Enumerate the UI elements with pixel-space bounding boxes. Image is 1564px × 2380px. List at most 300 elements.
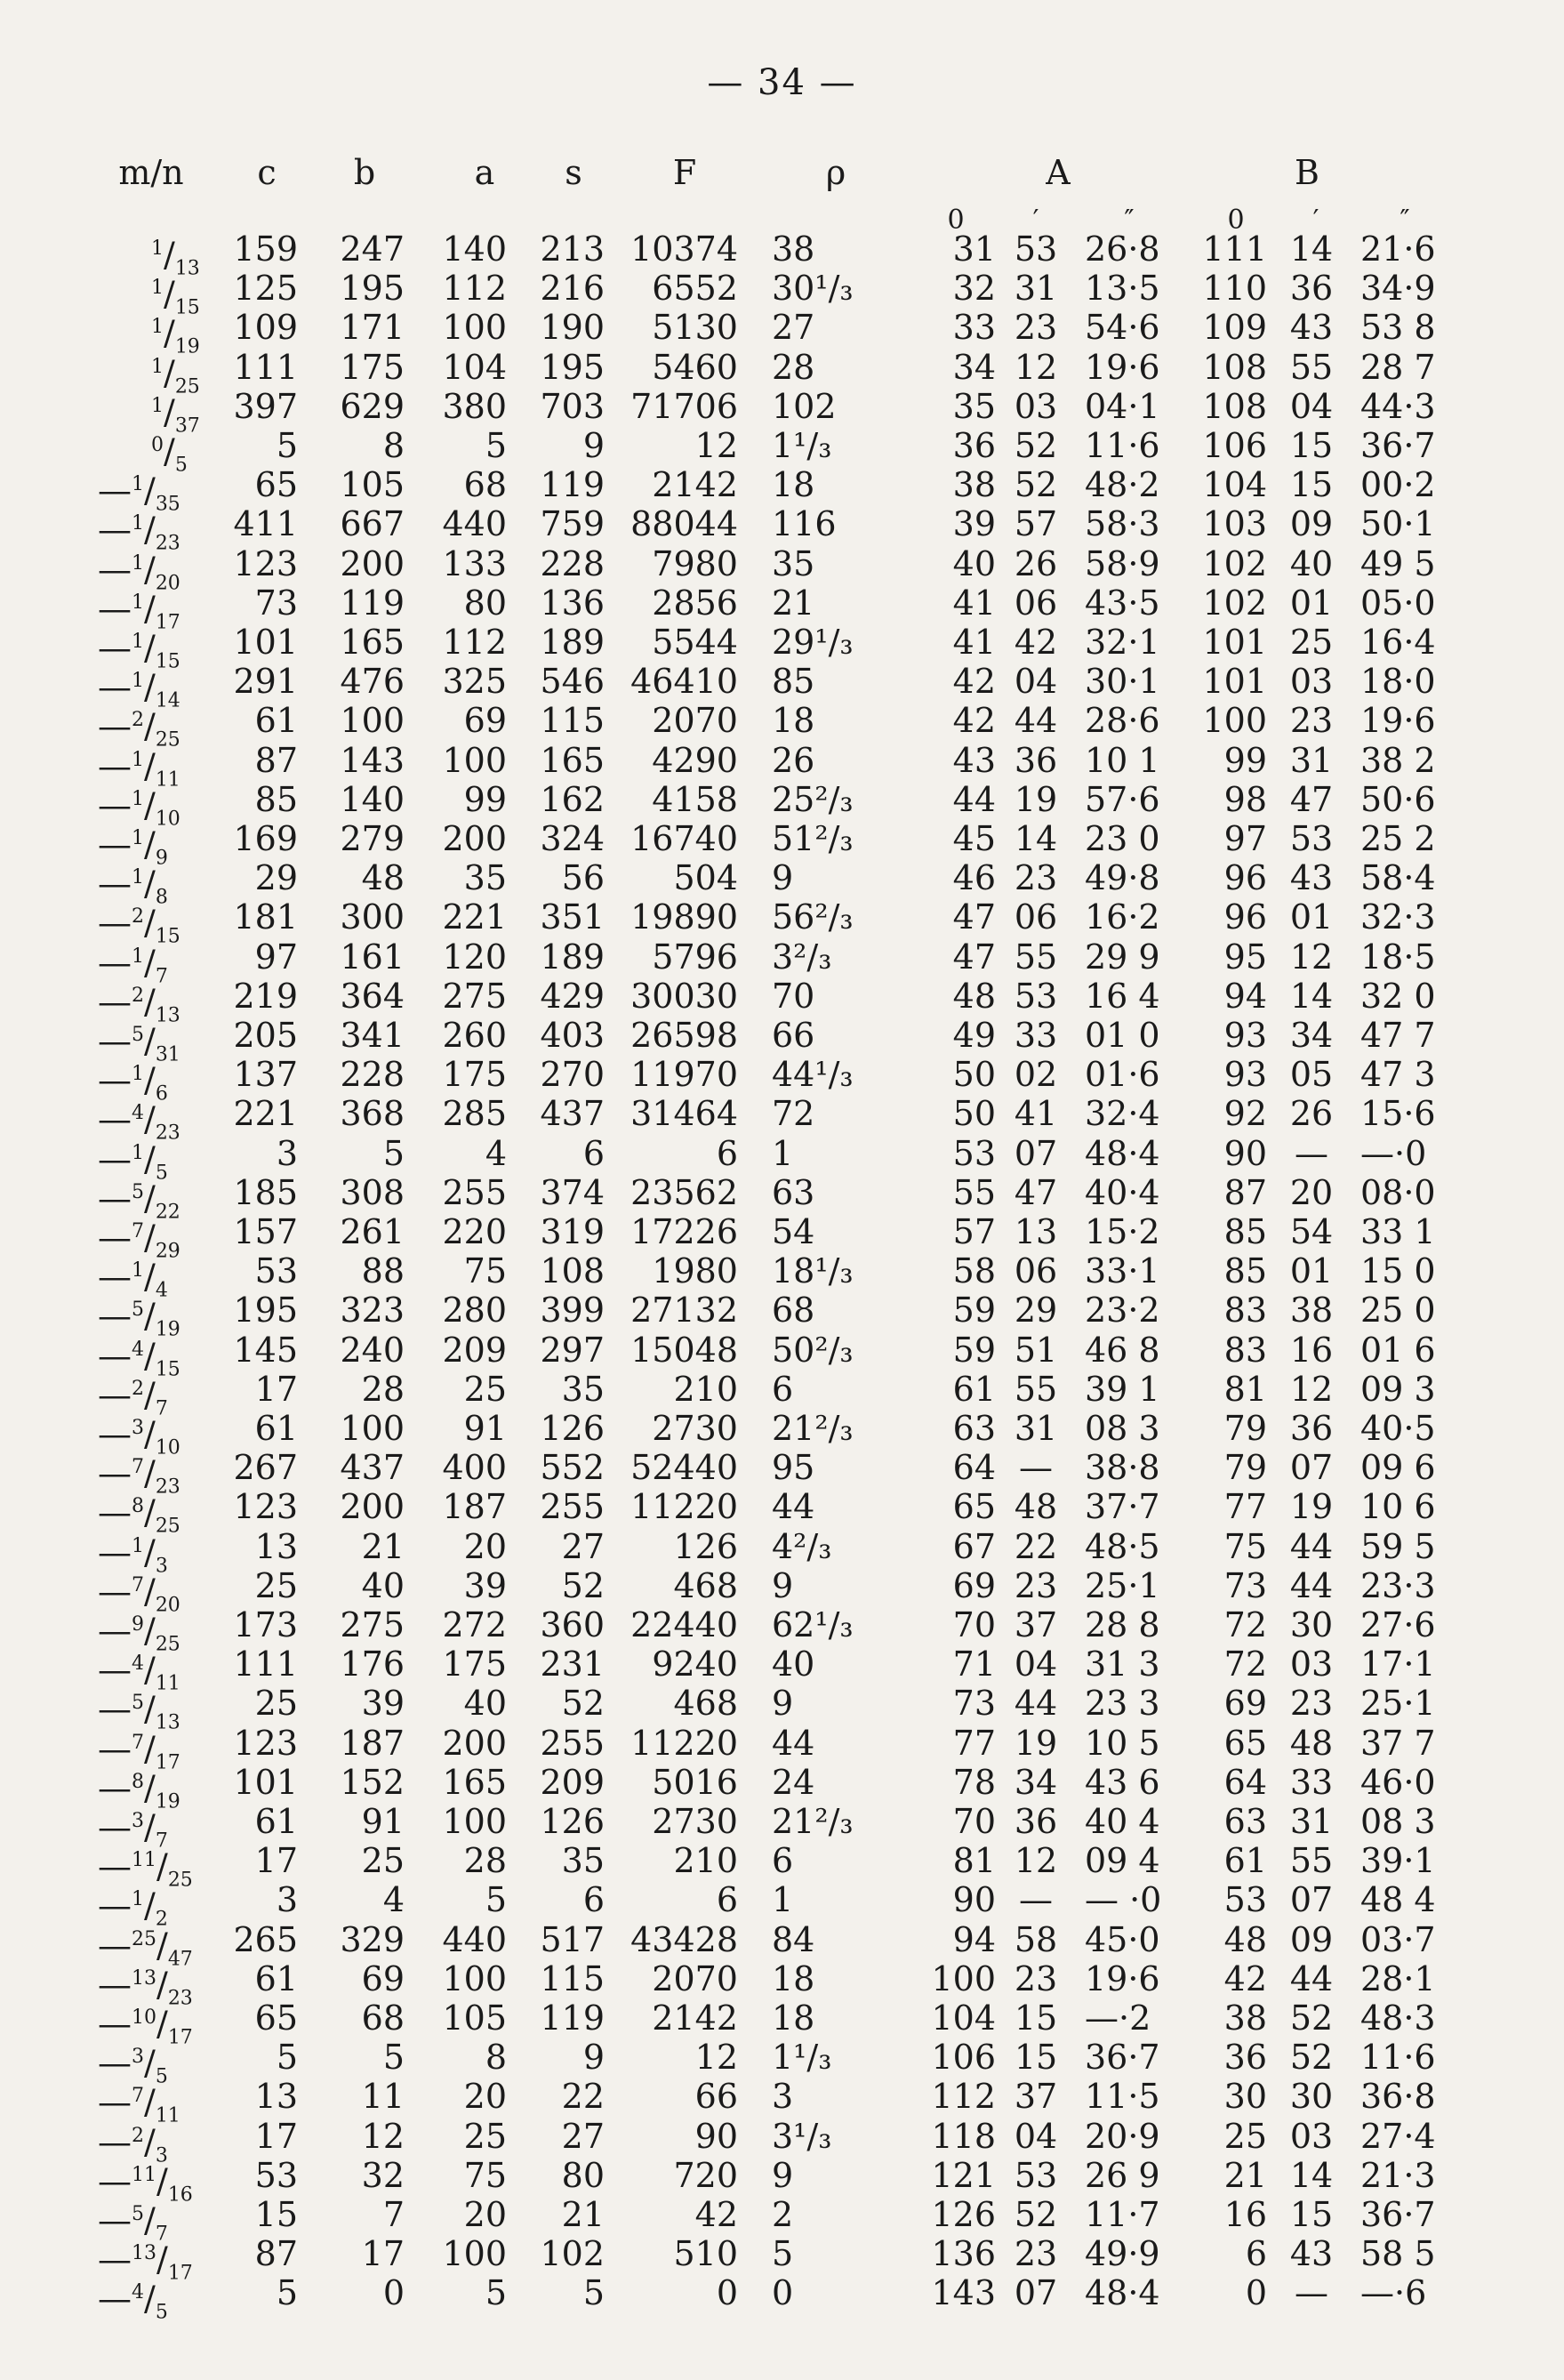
ratio-denominator: 10 <box>155 808 180 831</box>
ratio-numerator: 7 <box>132 1456 144 1479</box>
cell-a: 221 <box>442 897 507 937</box>
cell-rho: 6 <box>772 1369 794 1409</box>
cell-b-s: 33 1 <box>1360 1212 1436 1251</box>
ratio-sign: — <box>98 1846 132 1886</box>
cell-a-s: 01 0 <box>1085 1016 1160 1055</box>
cell-a-s: 23·2 <box>1085 1291 1160 1331</box>
cell-c: 13 <box>254 1526 298 1566</box>
ratio-sign: — <box>98 1965 132 2005</box>
cell-c: 125 <box>233 269 298 309</box>
ratio-sign: — <box>98 1886 132 1926</box>
cell-rho: 116 <box>772 504 837 544</box>
cell-rho: 66 <box>772 1016 815 1055</box>
ratio-slash: / <box>144 1572 156 1612</box>
cell-rho: 62¹/₃ <box>772 1605 854 1644</box>
cell-c: 17 <box>254 1841 298 1881</box>
cell-b-d: 63 <box>1223 1802 1267 1841</box>
ratio-slash: / <box>144 1532 156 1572</box>
cell-b: 8 <box>382 426 405 465</box>
cell-b: 279 <box>340 819 405 858</box>
ratio-sign: — <box>98 628 132 668</box>
ratio-numerator: 1 <box>132 551 144 575</box>
cell-b-s: —·6 <box>1360 2273 1427 2313</box>
ratio-denominator: 17 <box>155 611 180 634</box>
cell-f: 30030 <box>630 976 738 1016</box>
cell-f: 46410 <box>630 662 738 702</box>
cell-a-m: 58 <box>1014 1919 1058 1959</box>
cell-s: 136 <box>540 583 605 623</box>
cell-c: 159 <box>233 229 298 269</box>
cell-a-d: 136 <box>931 2234 996 2274</box>
cell-a-m: 33 <box>1014 1016 1058 1055</box>
ratio-numerator: 1 <box>132 1259 144 1282</box>
cell-b-s: 28·1 <box>1360 1958 1436 1998</box>
cell-b-m: 55 <box>1289 347 1334 387</box>
cell-b: 32 <box>361 2155 405 2195</box>
cell-s: 319 <box>540 1212 605 1251</box>
cell-a-s: 30·1 <box>1085 662 1160 702</box>
cell-b-s: 36·7 <box>1360 2195 1436 2234</box>
ratio-slash: / <box>164 314 175 354</box>
cell-a-d: 73 <box>952 1684 996 1724</box>
cell-b-s: 11·6 <box>1360 2038 1436 2078</box>
ratio-numerator: 7 <box>132 1731 144 1754</box>
ratio-numerator: 1 <box>132 591 144 614</box>
cell-b-m: 31 <box>1289 740 1334 780</box>
cell-rho: 68 <box>772 1291 815 1331</box>
cell-a-s: 28 8 <box>1085 1605 1160 1644</box>
cell-a-s: 20·9 <box>1085 2116 1160 2156</box>
cell-f: 23562 <box>630 1172 738 1212</box>
cell-a-m: — <box>1019 1880 1053 1920</box>
cell-a-s: 32·1 <box>1085 623 1160 662</box>
cell-c: 265 <box>233 1919 298 1959</box>
ratio-sign: — <box>98 1690 132 1730</box>
ratio-slash: / <box>144 511 156 551</box>
ratio-denominator: 25 <box>167 1869 193 1892</box>
cell-b-m: 01 <box>1289 583 1334 623</box>
cell-a-m: 14 <box>1014 819 1058 858</box>
cell-a-s: 04·1 <box>1085 386 1160 426</box>
cell-a-s: 45·0 <box>1085 1919 1160 1959</box>
cell-rho: 1 <box>772 1133 794 1173</box>
cell-s: 126 <box>540 1802 605 1841</box>
cell-b-m: 40 <box>1289 543 1334 583</box>
cell-c: 123 <box>233 1723 298 1763</box>
page-number: — 34 — <box>707 62 857 103</box>
cell-c: 87 <box>254 2234 298 2274</box>
ratio-slash: / <box>144 628 156 668</box>
cell-a-m: 06 <box>1014 583 1058 623</box>
cell-a-s: 11·7 <box>1085 2195 1160 2234</box>
cell-a-d: 104 <box>931 1998 996 2038</box>
cell-a-d: 46 <box>952 858 996 898</box>
ratio-slash: / <box>156 2239 168 2279</box>
cell-b: 11 <box>361 2077 405 2117</box>
cell-rho: 63 <box>772 1172 815 1212</box>
cell-a-d: 69 <box>952 1565 996 1605</box>
cell-s: 27 <box>561 1526 605 1566</box>
ratio-slash: / <box>144 550 156 590</box>
cell-b-s: 23·3 <box>1360 1565 1436 1605</box>
cell-a-m: 48 <box>1014 1487 1058 1527</box>
ratio-sign: — <box>98 785 132 825</box>
cell-b-d: 103 <box>1202 504 1267 544</box>
cell-s: 195 <box>540 347 605 387</box>
cell-b-d: 42 <box>1223 1958 1267 1998</box>
ratio-slash: / <box>144 1611 156 1651</box>
cell-a-d: 59 <box>952 1330 996 1370</box>
cell-rho: 44 <box>772 1723 815 1763</box>
header-c: c <box>257 153 277 192</box>
cell-s: 108 <box>540 1251 605 1291</box>
cell-b-s: 59 5 <box>1360 1526 1436 1566</box>
cell-b-s: 46·0 <box>1360 1762 1436 1802</box>
cell-b-d: 72 <box>1223 1605 1267 1644</box>
cell-a: 209 <box>442 1330 507 1370</box>
unit-sec-A: ″ <box>1124 205 1135 236</box>
cell-c: 53 <box>254 2155 298 2195</box>
ratio-slash: / <box>144 1021 156 1061</box>
cell-f: 9240 <box>652 1644 738 1684</box>
cell-b: 143 <box>340 740 405 780</box>
ratio-sign: — <box>98 824 132 864</box>
cell-a: 200 <box>442 1723 507 1763</box>
cell-f: 42 <box>694 2195 738 2234</box>
ratio-denominator: 20 <box>155 1594 180 1617</box>
cell-b: 300 <box>340 897 405 937</box>
ratio-slash: / <box>164 392 175 432</box>
ratio-denominator: 31 <box>155 1043 180 1066</box>
cell-b-m: 09 <box>1289 504 1334 544</box>
cell-rho: 44 <box>772 1487 815 1527</box>
ratio-denominator: 15 <box>155 925 180 948</box>
cell-b-s: 15·6 <box>1360 1094 1436 1134</box>
cell-s: 9 <box>582 426 605 465</box>
unit-sec-B: ″ <box>1400 205 1410 236</box>
cell-c: 65 <box>254 1998 298 2038</box>
ratio-denominator: 15 <box>155 650 180 673</box>
cell-a: 255 <box>442 1172 507 1212</box>
cell-a: 68 <box>463 465 507 505</box>
cell-b-m: 23 <box>1289 701 1334 741</box>
cell-a-s: 58·3 <box>1085 504 1160 544</box>
cell-b-s: 38 2 <box>1360 740 1436 780</box>
cell-b-d: 102 <box>1202 583 1267 623</box>
cell-a-m: 15 <box>1014 2038 1058 2078</box>
ratio-numerator: 7 <box>132 1573 144 1596</box>
cell-b: 119 <box>340 583 405 623</box>
cell-b: 48 <box>361 858 405 898</box>
cell-b-m: 43 <box>1289 2234 1334 2274</box>
cell-a: 25 <box>463 2116 507 2156</box>
ratio-numerator: 5 <box>132 1024 144 1046</box>
cell-f: 11220 <box>630 1723 738 1763</box>
cell-rho: 84 <box>772 1919 815 1959</box>
cell-a-m: 22 <box>1014 1526 1058 1566</box>
cell-b-d: 96 <box>1223 897 1267 937</box>
cell-a-d: 50 <box>952 1094 996 1134</box>
ratio-slash: / <box>156 2004 168 2044</box>
cell-a: 100 <box>442 740 507 780</box>
cell-b: 140 <box>340 779 405 819</box>
cell-a-d: 48 <box>952 976 996 1016</box>
cell-s: 429 <box>540 976 605 1016</box>
ratio-slash: / <box>144 1336 156 1376</box>
cell-a: 275 <box>442 976 507 1016</box>
ratio-denominator: 11 <box>155 1672 180 1695</box>
cell-a-s: 49·9 <box>1085 2234 1160 2274</box>
cell-b-m: 25 <box>1289 623 1334 662</box>
cell-b: 25 <box>361 1841 405 1881</box>
ratio-numerator: 13 <box>132 1966 156 1990</box>
cell-s: 35 <box>561 1841 605 1881</box>
cell-a-s: 13·5 <box>1085 269 1160 309</box>
cell-b-s: 58·4 <box>1360 858 1436 898</box>
cell-rho: 35 <box>772 543 815 583</box>
cell-f: 2856 <box>652 583 738 623</box>
ratio-numerator: 2 <box>132 2124 144 2147</box>
ratio-numerator: 3 <box>132 2046 144 2069</box>
ratio-sign: — <box>98 1453 132 1493</box>
cell-b-s: 27·4 <box>1360 2116 1436 2156</box>
cell-a-d: 63 <box>952 1409 996 1448</box>
ratio-denominator: 25 <box>155 1515 180 1538</box>
ratio-numerator: 4 <box>132 2281 144 2304</box>
cell-b-s: 49 5 <box>1360 543 1436 583</box>
cell-s: 9 <box>582 2038 605 2078</box>
ratio-numerator: 5 <box>132 2203 144 2225</box>
cell-b: 200 <box>340 1487 405 1527</box>
cell-f: 6552 <box>652 269 738 309</box>
cell-s: 165 <box>540 740 605 780</box>
ratio-numerator: 5 <box>132 1692 144 1715</box>
ratio-denominator: 25 <box>155 728 180 752</box>
cell-b-m: — <box>1295 2273 1328 2313</box>
ratio-sign: — <box>98 864 132 904</box>
cell-b-d: 30 <box>1223 2077 1267 2117</box>
cell-c: 5 <box>276 2273 298 2313</box>
cell-a-m: 19 <box>1014 1723 1058 1763</box>
cell-a-m: 36 <box>1014 740 1058 780</box>
header-b: b <box>353 153 376 192</box>
cell-b-d: 38 <box>1223 1998 1267 2038</box>
cell-f: 17226 <box>630 1212 738 1251</box>
cell-a-m: 23 <box>1014 1565 1058 1605</box>
ratio-denominator: 17 <box>167 2026 193 2049</box>
ratio-denominator: 20 <box>155 571 180 594</box>
cell-b: 364 <box>340 976 405 1016</box>
cell-a-s: 37·7 <box>1085 1487 1160 1527</box>
ratio-numerator: 1 <box>151 355 164 378</box>
cell-a-m: 31 <box>1014 1409 1058 1448</box>
cell-a-s: 31 3 <box>1085 1644 1160 1684</box>
cell-c: 185 <box>233 1172 298 1212</box>
cell-f: 720 <box>673 2155 738 2195</box>
ratio-numerator: 4 <box>132 1652 144 1676</box>
ratio-sign: — <box>98 707 132 747</box>
ratio-slash: / <box>144 1886 156 1926</box>
cell-b-s: 36·8 <box>1360 2077 1436 2117</box>
cell-b-m: 07 <box>1289 1448 1334 1488</box>
cell-b: 629 <box>340 386 405 426</box>
ratio-sign: — <box>98 746 132 786</box>
ratio-slash: / <box>144 1650 156 1690</box>
ratio-sign: — <box>98 1336 132 1376</box>
cell-b-d: 65 <box>1223 1723 1267 1763</box>
header-rho: ρ <box>825 153 846 192</box>
cell-c: 61 <box>254 1958 298 1998</box>
cell-a-s: 11·5 <box>1085 2077 1160 2117</box>
cell-a-s: 40·4 <box>1085 1172 1160 1212</box>
cell-a-d: 106 <box>931 2038 996 2078</box>
cell-b: 0 <box>382 2273 405 2313</box>
cell-a-s: 39 1 <box>1085 1369 1160 1409</box>
cell-b-d: 48 <box>1223 1919 1267 1959</box>
cell-a-s: —·2 <box>1085 1998 1151 2038</box>
cell-b-s: 21·3 <box>1360 2155 1436 2195</box>
cell-a-s: 40 4 <box>1085 1802 1160 1841</box>
cell-b-s: 15 0 <box>1360 1251 1436 1291</box>
cell-c: 111 <box>233 1644 298 1684</box>
ratio-denominator: 37 <box>174 414 200 438</box>
cell-b: 171 <box>340 308 405 348</box>
cell-a: 133 <box>442 543 507 583</box>
ratio-sign: — <box>98 1572 132 1612</box>
cell-a-s: 19·6 <box>1085 1958 1160 1998</box>
cell-b-m: 30 <box>1289 1605 1334 1644</box>
ratio-numerator: 1 <box>151 237 164 260</box>
cell-a: 28 <box>463 1841 507 1881</box>
ratio-numerator: 1 <box>132 787 144 810</box>
ratio-numerator: 25 <box>132 1927 156 1950</box>
cell-a-d: 121 <box>931 2155 996 2195</box>
cell-f: 5130 <box>652 308 738 348</box>
cell-a-s: 23 3 <box>1085 1684 1160 1724</box>
cell-b: 12 <box>361 2116 405 2156</box>
cell-b-m: 47 <box>1289 779 1334 819</box>
cell-b-d: 109 <box>1202 308 1267 348</box>
cell-a-m: 53 <box>1014 229 1058 269</box>
ratio-numerator: 13 <box>132 2242 156 2265</box>
ratio-slash: / <box>144 864 156 904</box>
cell-a-m: 12 <box>1014 1841 1058 1881</box>
cell-a-s: 29 9 <box>1085 937 1160 977</box>
cell-s: 517 <box>540 1919 605 1959</box>
cell-b: 7 <box>382 2195 405 2234</box>
cell-a-s: 08 3 <box>1085 1409 1160 1448</box>
cell-b-m: — <box>1295 1133 1328 1173</box>
ratio-slash: / <box>144 2122 156 2162</box>
cell-b: 5 <box>382 2038 405 2078</box>
cell-b-m: 36 <box>1289 1409 1334 1448</box>
cell-a-m: 23 <box>1014 308 1058 348</box>
ratio-slash: / <box>144 1768 156 1808</box>
cell-c: 181 <box>233 897 298 937</box>
ratio-slash: / <box>144 904 156 944</box>
cell-a: 25 <box>463 1369 507 1409</box>
cell-a-d: 31 <box>952 229 996 269</box>
header-a: a <box>474 153 495 192</box>
cell-b-m: 23 <box>1289 1684 1334 1724</box>
cell-b-d: 102 <box>1202 543 1267 583</box>
cell-b-m: 53 <box>1289 819 1334 858</box>
ratio-sign: — <box>98 1493 132 1533</box>
cell-b: 88 <box>361 1251 405 1291</box>
ratio-denominator: 3 <box>155 1554 168 1577</box>
cell-f: 27132 <box>630 1291 738 1331</box>
cell-b-m: 09 <box>1289 1919 1334 1959</box>
ratio-numerator: 1 <box>132 748 144 771</box>
cell-a-d: 45 <box>952 819 996 858</box>
cell-a-s: 32·4 <box>1085 1094 1160 1134</box>
cell-rho: 30¹/₃ <box>772 269 854 309</box>
cell-b: 40 <box>361 1565 405 1605</box>
cell-s: 231 <box>540 1644 605 1684</box>
cell-a-s: 19·6 <box>1085 347 1160 387</box>
ratio-denominator: 13 <box>155 1711 180 1734</box>
cell-b-d: 77 <box>1223 1487 1267 1527</box>
ratio-denominator: 5 <box>174 454 188 477</box>
ratio-slash: / <box>164 353 175 393</box>
cell-rho: 95 <box>772 1448 815 1488</box>
cell-f: 26598 <box>630 1016 738 1055</box>
cell-a-d: 64 <box>952 1448 996 1488</box>
cell-b: 5 <box>382 1133 405 1173</box>
cell-b-s: 10 6 <box>1360 1487 1436 1527</box>
cell-f: 2070 <box>652 1958 738 1998</box>
cell-a-s: 58·9 <box>1085 543 1160 583</box>
cell-a-m: 57 <box>1014 504 1058 544</box>
cell-a-s: 33·1 <box>1085 1251 1160 1291</box>
cell-b-s: 25 2 <box>1360 819 1436 858</box>
ratio-sign: — <box>98 550 132 590</box>
ratio-denominator: 6 <box>155 1082 168 1106</box>
cell-a-d: 77 <box>952 1723 996 1763</box>
cell-rho: 9 <box>772 2155 794 2195</box>
cell-a-m: 26 <box>1014 543 1058 583</box>
ratio-numerator: 0 <box>151 434 164 456</box>
cell-b-s: 40·5 <box>1360 1409 1436 1448</box>
cell-b-m: 12 <box>1289 1369 1334 1409</box>
cell-c: 3 <box>276 1133 298 1173</box>
ratio-slash: / <box>144 1178 156 1218</box>
cell-a-s: 48·5 <box>1085 1526 1160 1566</box>
cell-b-d: 99 <box>1223 740 1267 780</box>
cell-a: 100 <box>442 1958 507 1998</box>
cell-a-m: 04 <box>1014 662 1058 702</box>
ratio-numerator: 5 <box>132 1180 144 1203</box>
cell-a-m: 07 <box>1014 1133 1058 1173</box>
cell-a-d: 126 <box>931 2195 996 2234</box>
cell-b-d: 16 <box>1223 2195 1267 2234</box>
cell-b-m: 12 <box>1289 937 1334 977</box>
cell-b-s: 00·2 <box>1360 465 1436 505</box>
cell-b-d: 87 <box>1223 1172 1267 1212</box>
ratio-denominator: 25 <box>174 374 200 398</box>
cell-a: 20 <box>463 2195 507 2234</box>
cell-s: 22 <box>561 2077 605 2117</box>
cell-a: 325 <box>442 662 507 702</box>
cell-a: 20 <box>463 2077 507 2117</box>
cell-b-m: 52 <box>1289 1998 1334 2038</box>
cell-b-d: 96 <box>1223 858 1267 898</box>
cell-f: 210 <box>673 1841 738 1881</box>
cell-s: 552 <box>540 1448 605 1488</box>
cell-a: 75 <box>463 1251 507 1291</box>
cell-a-d: 33 <box>952 308 996 348</box>
cell-b: 4 <box>382 1880 405 1920</box>
